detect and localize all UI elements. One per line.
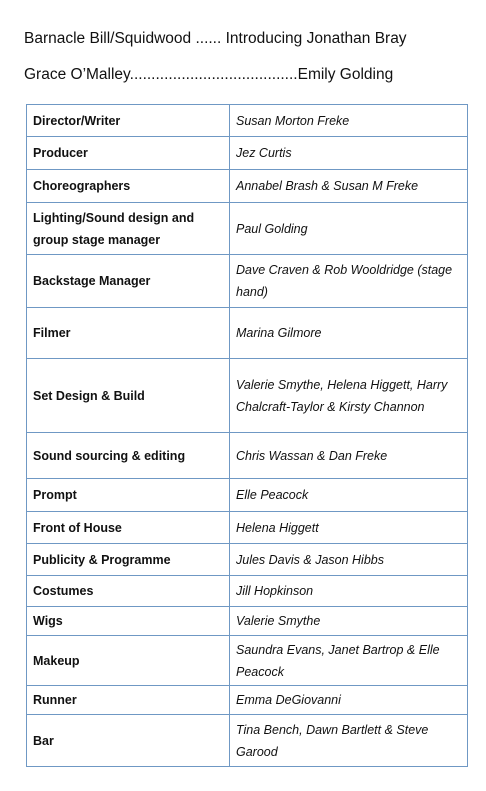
table-row xyxy=(27,203,468,255)
crew-names: Jules Davis & Jason Hibbs xyxy=(230,544,468,576)
table-row xyxy=(27,359,468,433)
table-row xyxy=(27,512,468,544)
table-row xyxy=(27,576,468,607)
crew-role: Makeup xyxy=(27,636,230,686)
crew-names: Marina Gilmore xyxy=(230,308,468,359)
crew-role: Publicity & Programme xyxy=(27,544,230,576)
crew-names: Jez Curtis xyxy=(230,137,468,170)
crew-role: Sound sourcing & editing xyxy=(27,433,230,479)
crew-role: Lighting/Sound design and group stage manager xyxy=(27,203,230,255)
crew-names: Saundra Evans, Janet Bartrop & Elle Peacock xyxy=(230,636,468,686)
crew-role: Choreographers xyxy=(27,170,230,203)
crew-names: Valerie Smythe xyxy=(230,607,468,636)
crew-names: Chris Wassan & Dan Freke xyxy=(230,433,468,479)
table-row xyxy=(27,607,468,636)
crew-names: Annabel Brash & Susan M Freke xyxy=(230,170,468,203)
crew-role: Runner xyxy=(27,686,230,715)
crew-role: Costumes xyxy=(27,576,230,607)
crew-names: Emma DeGiovanni xyxy=(230,686,468,715)
crew-table xyxy=(26,104,468,767)
cast-line-grace-omalley: Grace O’Malley.......................................Emily Golding xyxy=(24,66,394,83)
crew-names: Paul Golding xyxy=(230,203,468,255)
table-row xyxy=(27,715,468,767)
crew-role: Prompt xyxy=(27,479,230,512)
crew-names: Dave Craven & Rob Wooldridge (stage hand) xyxy=(230,255,468,308)
crew-names: Susan Morton Freke xyxy=(230,105,468,137)
table-row xyxy=(27,686,468,715)
crew-names: Jill Hopkinson xyxy=(230,576,468,607)
crew-names: Tina Bench, Dawn Bartlett & Steve Garood xyxy=(230,715,468,767)
crew-role: Wigs xyxy=(27,607,230,636)
crew-role: Front of House xyxy=(27,512,230,544)
crew-role: Director/Writer xyxy=(27,105,230,137)
crew-role: Set Design & Build xyxy=(27,359,230,433)
crew-role: Producer xyxy=(27,137,230,170)
crew-names: Valerie Smythe, Helena Higgett, Harry Chalcraft-Taylor & Kirsty Channon xyxy=(230,359,468,433)
crew-role: Filmer xyxy=(27,308,230,359)
table-row xyxy=(27,137,468,170)
crew-names: Helena Higgett xyxy=(230,512,468,544)
table-row xyxy=(27,544,468,576)
crew-role: Bar xyxy=(27,715,230,767)
table-row xyxy=(27,105,468,137)
crew-names: Elle Peacock xyxy=(230,479,468,512)
table-row xyxy=(27,308,468,359)
table-row xyxy=(27,170,468,203)
crew-role: Backstage Manager xyxy=(27,255,230,308)
table-row xyxy=(27,433,468,479)
cast-line-barnacle-bill: Barnacle Bill/Squidwood ...... Introducing Jonathan Bray xyxy=(24,30,407,47)
table-row xyxy=(27,636,468,686)
table-row xyxy=(27,255,468,308)
table-row xyxy=(27,479,468,512)
